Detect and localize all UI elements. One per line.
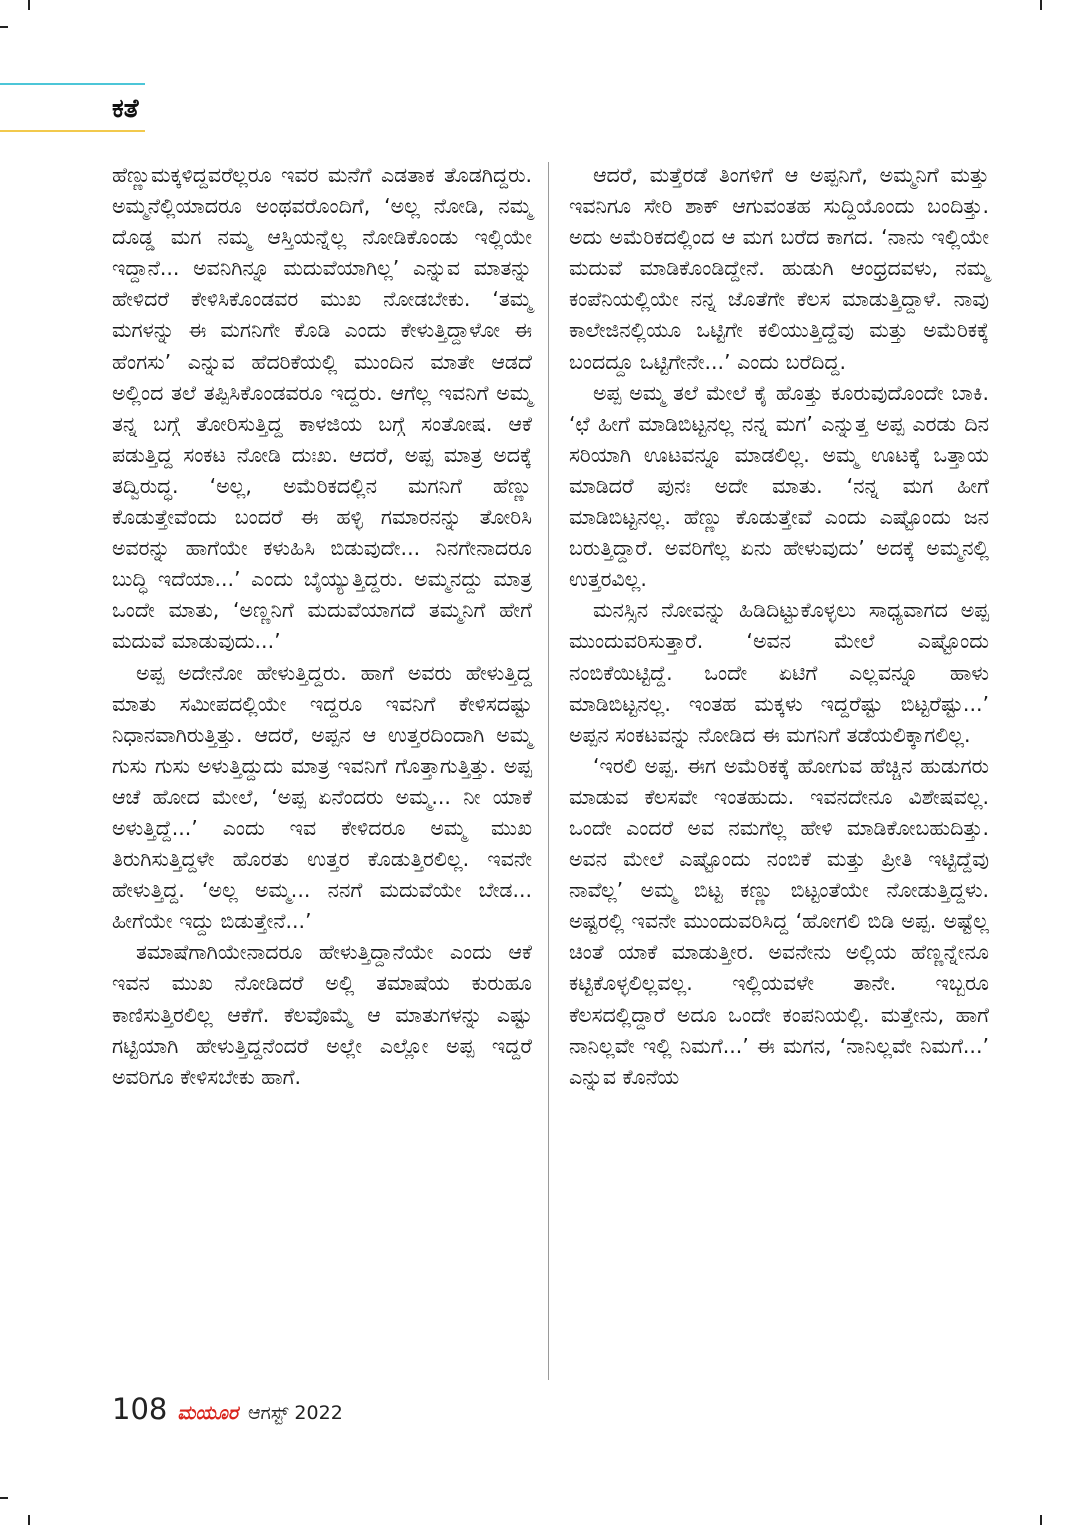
crop-mark-left-lower [0, 1497, 8, 1499]
left-paragraph-3: ತಮಾಷೆಗಾಗಿಯೇನಾದರೂ ಹೇಳುತ್ತಿದ್ದಾನೆಯೇ ಎಂದು ಆಕೆ ಇವನ ಮುಖ ನೋಡಿದರೆ ಅಲ್ಲಿ ತಮಾಷೆಯ ಕುರುಹೂ ಕಾಣಿಸುತ್ತಿರಲಿಲ್ಲ ಆಕೆಗೆ. ಕೆಲವೊಮ್ಮೆ ಆ ಮಾತುಗಳನ್ನು ಎಷ್ಟು ಗಟ್ಟಿಯಾಗಿ ಹೇಳುತ್ತಿದ್ದನೆಂದರೆ ಅಲ್ಲೇ ಎಲ್ಲೋ ಅಪ್ಪ ಇದ್ದರೆ ಅವರಿಗೂ ಕೇಳಿಸಬೇಕು ಹಾಗೆ. [112, 940, 532, 1089]
header-rule-top [0, 83, 145, 85]
crop-mark-top-left [28, 0, 30, 10]
issue-date: ಆಗಸ್ಟ್ 2022 [247, 1402, 343, 1424]
header-rule-bottom [0, 130, 145, 132]
crop-mark-bottom-right [1040, 1515, 1042, 1525]
crop-mark-left-upper [0, 26, 8, 28]
column-divider [548, 162, 549, 1380]
page-footer [112, 1392, 343, 1432]
right-paragraph-2: ಅಪ್ಪ ಅಮ್ಮ ತಲೆ ಮೇಲೆ ಕೈ ಹೊತ್ತು ಕೂರುವುದೊಂದೇ ಬಾಕಿ. ‘ಛೆ ಹೀಗೆ ಮಾಡಿಬಿಟ್ಟನಲ್ಲ ನನ್ನ ಮಗ’ ಎನ್ನುತ್ತ ಅಪ್ಪ ಎರಡು ದಿನ ಸರಿಯಾಗಿ ಊಟವನ್ನೂ ಮಾಡಲಿಲ್ಲ. ಅಮ್ಮ ಊಟಕ್ಕೆ ಒತ್ತಾಯ ಮಾಡಿದರೆ ಪುನಃ ಅದೇ ಮಾತು. ‘ನನ್ನ ಮಗ ಹೀಗೆ ಮಾಡಿಬಿಟ್ಟನಲ್ಲ. ಹೆಣ್ಣು ಕೊಡುತ್ತೇವೆ ಎಂದು ಎಷ್ಟೊಂದು ಜನ ಬರುತ್ತಿದ್ದಾರೆ. ಅವರಿಗೆಲ್ಲ ಏನು ಹೇಳುವುದು’ ಅದಕ್ಕೆ ಅಮ್ಮನಲ್ಲಿ ಉತ್ತರವಿಲ್ಲ. [569, 380, 989, 592]
left-column [112, 160, 532, 1093]
left-paragraph-1: ಹೆಣ್ಣುಮಕ್ಕಳಿದ್ದವರೆಲ್ಲರೂ ಇವರ ಮನೆಗೆ ಎಡತಾಕ ತೊಡಗಿದ್ದರು. ಅಮ್ಮನೆಲ್ಲಿಯಾದರೂ ಅಂಥವರೊಂದಿಗೆ, ‘ಅಲ್ಲ ನೋಡಿ, ನಮ್ಮ ದೊಡ್ಡ ಮಗ ನಮ್ಮ ಆಸ್ತಿಯನ್ನೆಲ್ಲ ನೋಡಿಕೊಂಡು ಇಲ್ಲಿಯೇ ಇದ್ದಾನೆ... ಅವನಿಗಿನ್ನೂ ಮದುವೆಯಾಗಿಲ್ಲ’ ಎನ್ನುವ ಮಾತನ್ನು ಹೇಳಿದರೆ ಕೇಳಿಸಿಕೊಂಡವರ ಮುಖ ನೋಡಬೇಕು. ‘ತಮ್ಮ ಮಗಳನ್ನು ಈ ಮಗನಿಗೇ ಕೊಡಿ ಎಂದು ಕೇಳುತ್ತಿದ್ದಾಳೋ ಈ ಹೆಂಗಸು’ ಎನ್ನುವ ಹೆದರಿಕೆಯಲ್ಲಿ ಮುಂದಿನ ಮಾತೇ ಆಡದೆ ಅಲ್ಲಿಂದ ತಲೆ ತಪ್ಪಿಸಿಕೊಂಡವರೂ ಇದ್ದರು. ಆಗೆಲ್ಲ ಇವನಿಗೆ ಅಮ್ಮ ತನ್ನ ಬಗ್ಗೆ ತೋರಿಸುತ್ತಿದ್ದ ಕಾಳಜಿಯ ಬಗ್ಗೆ ಸಂತೋಷ. ಆಕೆ ಪಡುತ್ತಿದ್ದ ಸಂಕಟ ನೋಡಿ ದುಃಖ. ಆದರೆ, ಅಪ್ಪ ಮಾತ್ರ ಅದಕ್ಕೆ ತದ್ವಿರುದ್ಧ. ‘ಅಲ್ಲ, ಅಮೆರಿಕದಲ್ಲಿನ ಮಗನಿಗೆ ಹೆಣ್ಣು ಕೊಡುತ್ತೇವೆಂದು ಬಂದರೆ ಈ ಹಳ್ಳಿ ಗಮಾರನನ್ನು ತೋರಿಸಿ ಅವರನ್ನು ಹಾಗೆಯೇ ಕಳುಹಿಸಿ ಬಿಡುವುದೇ... ನಿನಗೇನಾದರೂ ಬುದ್ಧಿ ಇದೆಯಾ...’ ಎಂದು ಬೈಯ್ಯುತ್ತಿದ್ದರು. ಅಮ್ಮನದ್ದು ಮಾತ್ರ ಒಂದೇ ಮಾತು, ‘ಅಣ್ಣನಿಗೆ ಮದುವೆಯಾಗದೆ ತಮ್ಮನಿಗೆ ಹೇಗೆ ಮದುವೆ ಮಾಡುವುದು...’ [112, 163, 533, 654]
left-paragraph-2: ಅಪ್ಪ ಅದೇನೋ ಹೇಳುತ್ತಿದ್ದರು. ಹಾಗೆ ಅವರು ಹೇಳುತ್ತಿದ್ದ ಮಾತು ಸಮೀಪದಲ್ಲಿಯೇ ಇದ್ದರೂ ಇವನಿಗೆ ಕೇಳಿಸದಷ್ಟು ನಿಧಾನವಾಗಿರುತ್ತಿತ್ತು. ಆದರೆ, ಅಪ್ಪನ ಆ ಉತ್ತರದಿಂದಾಗಿ ಅಮ್ಮ ಗುಸು ಗುಸು ಅಳುತ್ತಿದ್ದುದು ಮಾತ್ರ ಇವನಿಗೆ ಗೊತ್ತಾಗುತ್ತಿತ್ತು. ಅಪ್ಪ ಆಚೆ ಹೋದ ಮೇಲೆ, ‘ಅಪ್ಪ ಏನೆಂದರು ಅಮ್ಮ... ನೀ ಯಾಕೆ ಅಳುತ್ತಿದ್ದೆ...’ ಎಂದು ಇವ ಕೇಳಿದರೂ ಅಮ್ಮ ಮುಖ ತಿರುಗಿಸುತ್ತಿದ್ದಳೇ ಹೊರತು ಉತ್ತರ ಕೊಡುತ್ತಿರಲಿಲ್ಲ. ಇವನೇ ಹೇಳುತ್ತಿದ್ದ. ‘ಅಲ್ಲ ಅಮ್ಮ... ನನಗೆ ಮದುವೆಯೇ ಬೇಡ... ಹೀಗೆಯೇ ಇದ್ದು ಬಿಡುತ್ತೇನೆ...’ [112, 660, 532, 934]
right-paragraph-3: ಮನಸ್ಸಿನ ನೋವನ್ನು ಹಿಡಿದಿಟ್ಟುಕೊಳ್ಳಲು ಸಾಧ್ಯವಾಗದ ಅಪ್ಪ ಮುಂದುವರಿಸುತ್ತಾರೆ. ‘ಅವನ ಮೇಲೆ ಎಷ್ಟೊಂದು ನಂಬಿಕೆಯಿಟ್ಟಿದ್ದೆ. ಒಂದೇ ಏಟಿಗೆ ಎಲ್ಲವನ್ನೂ ಹಾಳು ಮಾಡಿಬಿಟ್ಟನಲ್ಲ. ಇಂತಹ ಮಕ್ಕಳು ಇದ್ದರೆಷ್ಟು ಬಿಟ್ಟರೆಷ್ಟು...’ ಅಪ್ಪನ ಸಂಕಟವನ್ನು ನೋಡಿದ ಈ ಮಗನಿಗೆ ತಡೆಯಲಿಕ್ಕಾಗಲಿಲ್ಲ. [569, 598, 989, 747]
right-column [569, 160, 989, 1093]
crop-mark-bottom-left [28, 1515, 30, 1525]
right-paragraph-4: ‘ಇರಲಿ ಅಪ್ಪ. ಈಗ ಅಮೆರಿಕಕ್ಕೆ ಹೋಗುವ ಹೆಚ್ಚಿನ ಹುಡುಗರು ಮಾಡುವ ಕೆಲಸವೇ ಇಂತಹುದು. ಇವನದೇನೂ ವಿಶೇಷವಲ್ಲ. ಒಂದೇ ಎಂದರೆ ಅವ ನಮಗೆಲ್ಲ ಹೇಳಿ ಮಾಡಿಕೋಬಹುದಿತ್ತು. ಅವನ ಮೇಲೆ ಎಷ್ಟೊಂದು ನಂಬಿಕೆ ಮತ್ತು ಪ್ರೀತಿ ಇಟ್ಟಿದ್ದೆವು ನಾವೆಲ್ಲ’ ಅಮ್ಮ ಬಿಟ್ಟ ಕಣ್ಣು ಬಿಟ್ಟಂತೆಯೇ ನೋಡುತ್ತಿದ್ದಳು. ಅಷ್ಟರಲ್ಲಿ ಇವನೇ ಮುಂದುವರಿಸಿದ್ದ ‘ಹೋಗಲಿ ಬಿಡಿ ಅಪ್ಪ. ಅಷ್ಟೆಲ್ಲ ಚಿಂತೆ ಯಾಕೆ ಮಾಡುತ್ತೀರ. ಅವನೇನು ಅಲ್ಲಿಯ ಹೆಣ್ಣನ್ನೇನೂ ಕಟ್ಟಿಕೊಳ್ಳಲಿಲ್ಲವಲ್ಲ. ಇಲ್ಲಿಯವಳೇ ತಾನೇ. ಇಬ್ಬರೂ ಕೆಲಸದಲ್ಲಿದ್ದಾರೆ ಅದೂ ಒಂದೇ ಕಂಪನಿಯಲ್ಲಿ. ಮತ್ತೇನು, ಹಾಗೆ ನಾನಿಲ್ಲವೇ ಇಲ್ಲಿ ನಿಮಗೆ...’ ಈ ಮಗನ, ‘ನಾನಿಲ್ಲವೇ ನಿಮಗೆ...’ ಎನ್ನುವ ಕೊನೆಯ [569, 753, 989, 1089]
crop-mark-top-right [1040, 0, 1042, 10]
page-number: 108 [112, 1392, 168, 1426]
magazine-logo: ಮಯೂರ [177, 1402, 238, 1424]
section-title: ಕತೆ [112, 94, 139, 124]
right-paragraph-1: ಆದರೆ, ಮತ್ತೆರಡೆ ತಿಂಗಳಿಗೆ ಆ ಅಪ್ಪನಿಗೆ, ಅಮ್ಮನಿಗೆ ಮತ್ತು ಇವನಿಗೂ ಸೇರಿ ಶಾಕ್ ಆಗುವಂತಹ ಸುದ್ದಿಯೊಂದು ಬಂದಿತ್ತು. ಅದು ಅಮೆರಿಕದಲ್ಲಿಂದ ಆ ಮಗ ಬರೆದ ಕಾಗದ. ‘ನಾನು ಇಲ್ಲಿಯೇ ಮದುವೆ ಮಾಡಿಕೊಂಡಿದ್ದೇನೆ. ಹುಡುಗಿ ಆಂಧ್ರದವಳು, ನಮ್ಮ ಕಂಪೆನಿಯಲ್ಲಿಯೇ ನನ್ನ ಜೊತೆಗೇ ಕೆಲಸ ಮಾಡುತ್ತಿದ್ದಾಳೆ. ನಾವು ಕಾಲೇಜಿನಲ್ಲಿಯೂ ಒಟ್ಟಿಗೇ ಕಲಿಯುತ್ತಿದ್ದೆವು ಮತ್ತು ಅಮೆರಿಕಕ್ಕೆ ಬಂದದ್ದೂ ಒಟ್ಟಿಗೇನೇ...’ ಎಂದು ಬರೆದಿದ್ದ. [569, 163, 989, 374]
